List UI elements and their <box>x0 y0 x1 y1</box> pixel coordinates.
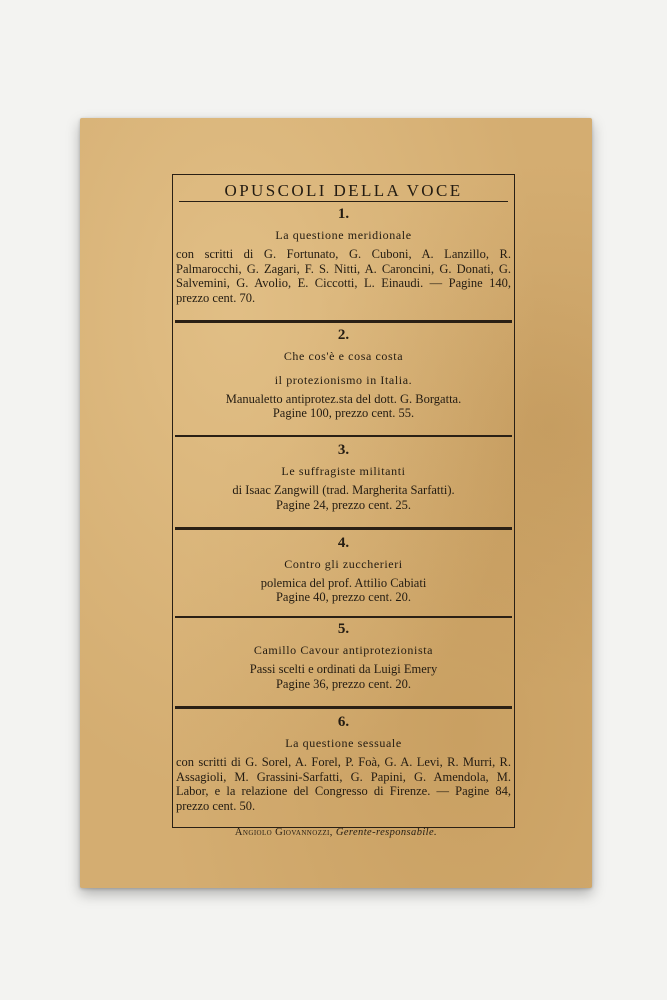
booklet-back-cover <box>80 118 592 888</box>
entry-title-line-1: Che cos'è e cosa costa <box>283 348 404 363</box>
entry-number: 3. <box>337 442 350 459</box>
entry-title-line-2: il protezionismo in Italia. <box>274 372 413 387</box>
publisher-footer <box>80 827 592 838</box>
entry-number: 4. <box>337 534 350 551</box>
entry-pages-price: Pagine 24, prezzo cent. 25. <box>275 497 412 512</box>
entry-pages-price: Pagine 36, prezzo cent. 20. <box>275 676 412 691</box>
entry-description: di Isaac Zangwill (trad. Margherita Sarfatti). <box>232 483 455 498</box>
entry-description: con scritti di G. Fortunato, G. Cuboni, A. Lanzillo, R. Palmarocchi, G. Zagari, F. S. Nitti, A. Caroncini, G. Donati, G. Salvemini, G. Avolio, E. Ciccotti, L. Einaudi. — Pagine 140, prezzo cent. 70. <box>176 247 511 305</box>
manager-role: Gerente-responsabile. <box>335 827 438 838</box>
entry-description: con scritti di G. Sorel, A. Forel, P. Foà, G. A. Levi, R. Murri, R. Assagioli, M. Grassini-Sarfatti, G. Papini, G. Amendola, M. Labor, e la relazione del Congresso di Firenze. — Pagine 84, prezzo cent. 50. <box>176 754 511 813</box>
entry-title: Camillo Cavour antiprotezionista <box>253 643 434 658</box>
entry-description: Passi scelti e ordinati da Luigi Emery <box>249 662 438 677</box>
entry-number: 6. <box>337 713 350 730</box>
entry-number: 5. <box>337 621 350 638</box>
catalog-entry-6 <box>173 709 514 819</box>
catalog-entry-4 <box>173 530 514 616</box>
catalog-entry-3 <box>173 437 514 527</box>
entry-number: 1. <box>337 206 350 222</box>
entry-title: La questione meridionale <box>275 228 412 242</box>
catalog-entry-2 <box>173 323 514 435</box>
entry-number: 2. <box>337 326 350 343</box>
entry-title: Le suffragiste militanti <box>281 464 406 479</box>
entry-pages-price: Pagine 40, prezzo cent. 20. <box>275 590 412 605</box>
entry-description: Manualetto antiprotez.sta del dott. G. Borgatta. <box>225 391 462 406</box>
catalog-entry-1 <box>173 202 514 320</box>
manager-name: Angiolo Giovannozzi, <box>234 827 333 838</box>
entry-pages-price: Pagine 100, prezzo cent. 55. <box>272 406 415 421</box>
catalog-frame <box>172 174 515 828</box>
catalog-entry-5 <box>173 618 514 706</box>
entry-description: polemica del prof. Attilio Cabiati <box>260 575 427 590</box>
series-header: OPUSCOLI DELLA VOCE <box>179 175 508 202</box>
entry-title: La questione sessuale <box>285 735 402 750</box>
entry-title: Contro gli zuccherieri <box>284 556 403 571</box>
